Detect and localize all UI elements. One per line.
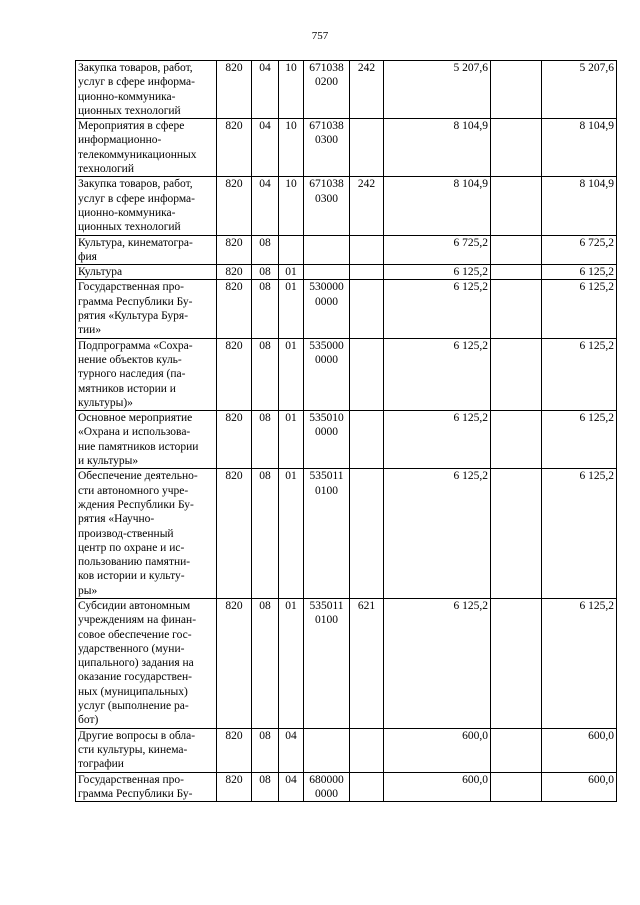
section-code: 08 (252, 235, 279, 265)
table-row (76, 280, 617, 338)
total-amount: 6 125,2 (542, 338, 617, 410)
amount: 6 125,2 (384, 280, 491, 338)
section-code: 08 (252, 280, 279, 338)
total-amount: 6 125,2 (542, 280, 617, 338)
subsection-code: 01 (279, 411, 304, 469)
ministry-code: 820 (217, 598, 252, 728)
target-article-code: 671038 0200 (304, 61, 350, 119)
expense-type-code (350, 235, 384, 265)
section-code: 08 (252, 598, 279, 728)
target-article-code: 680000 0000 (304, 772, 350, 802)
amount: 5 207,6 (384, 61, 491, 119)
blank-cell (491, 728, 542, 772)
blank-cell (491, 119, 542, 177)
target-article-code: 535010 0000 (304, 411, 350, 469)
section-code: 08 (252, 411, 279, 469)
subsection-code: 01 (279, 265, 304, 280)
ministry-code: 820 (217, 119, 252, 177)
target-article-code: 530000 0000 (304, 280, 350, 338)
row-name: Культура (76, 265, 217, 280)
expense-type-code (350, 119, 384, 177)
row-name: Подпрограмма «Сохра- нение объектов куль- турного наследия (па- мятников истории и культуры)» (76, 338, 217, 410)
expense-type-code: 621 (350, 598, 384, 728)
target-article-code: 535011 0100 (304, 598, 350, 728)
subsection-code: 10 (279, 177, 304, 235)
table-row (76, 598, 617, 728)
blank-cell (491, 177, 542, 235)
total-amount: 6 125,2 (542, 598, 617, 728)
total-amount: 6 725,2 (542, 235, 617, 265)
subsection-code: 04 (279, 772, 304, 802)
row-name: Субсидии автономным учреждениям на финан- совое обеспечение гос- ударственного (муни- ципального) задания на оказание государствен- ных (муниципальных) услуг (выполнение ра- бот) (76, 598, 217, 728)
amount: 600,0 (384, 772, 491, 802)
expense-type-code (350, 411, 384, 469)
section-code: 08 (252, 265, 279, 280)
row-name: Государственная про- грамма Республики Бу- (76, 772, 217, 802)
section-code: 04 (252, 119, 279, 177)
total-amount: 6 125,2 (542, 469, 617, 599)
row-name: Другие вопросы в обла- сти культуры, кинема- тографии (76, 728, 217, 772)
blank-cell (491, 772, 542, 802)
subsection-code: 01 (279, 338, 304, 410)
ministry-code: 820 (217, 280, 252, 338)
expense-type-code: 242 (350, 61, 384, 119)
total-amount: 6 125,2 (542, 411, 617, 469)
subsection-code: 10 (279, 119, 304, 177)
blank-cell (491, 235, 542, 265)
row-name: Культура, кинематогра- фия (76, 235, 217, 265)
table-row (76, 728, 617, 772)
total-amount: 8 104,9 (542, 177, 617, 235)
table-row (76, 177, 617, 235)
expense-type-code (350, 265, 384, 280)
table-row (76, 338, 617, 410)
total-amount: 600,0 (542, 772, 617, 802)
target-article-code (304, 728, 350, 772)
budget-table-body (76, 61, 617, 802)
row-name: Закупка товаров, работ, услуг в сфере информа- ционно-коммуника- ционных технологий (76, 61, 217, 119)
blank-cell (491, 411, 542, 469)
section-code: 04 (252, 61, 279, 119)
table-row (76, 61, 617, 119)
section-code: 08 (252, 728, 279, 772)
blank-cell (491, 469, 542, 599)
expense-type-code (350, 469, 384, 599)
table-row (76, 469, 617, 599)
row-name: Государственная про- грамма Республики Бу- рятия «Культура Буря- тии» (76, 280, 217, 338)
blank-cell (491, 598, 542, 728)
ministry-code: 820 (217, 772, 252, 802)
subsection-code: 01 (279, 598, 304, 728)
target-article-code: 535011 0100 (304, 469, 350, 599)
ministry-code: 820 (217, 411, 252, 469)
blank-cell (491, 280, 542, 338)
row-name: Основное мероприятие «Охрана и использова- ние памятников истории и культуры» (76, 411, 217, 469)
blank-cell (491, 338, 542, 410)
ministry-code: 820 (217, 469, 252, 599)
table-row (76, 411, 617, 469)
expense-type-code (350, 338, 384, 410)
row-name: Мероприятия в сфере информационно- телекоммуникационных технологий (76, 119, 217, 177)
amount: 6 125,2 (384, 411, 491, 469)
target-article-code (304, 235, 350, 265)
total-amount: 5 207,6 (542, 61, 617, 119)
amount: 6 125,2 (384, 265, 491, 280)
table-row (76, 235, 617, 265)
ministry-code: 820 (217, 338, 252, 410)
table-row (76, 772, 617, 802)
subsection-code: 10 (279, 61, 304, 119)
expense-type-code (350, 772, 384, 802)
row-name: Обеспечение деятельно- сти автономного учре- ждения Республики Бу- рятия «Научно- производ-ственный центр по охране и ис- пользованию памятни- ков истории и культу- ры» (76, 469, 217, 599)
ministry-code: 820 (217, 728, 252, 772)
table-row (76, 265, 617, 280)
total-amount: 8 104,9 (542, 119, 617, 177)
subsection-code: 01 (279, 280, 304, 338)
budget-table (75, 60, 617, 802)
expense-type-code (350, 728, 384, 772)
section-code: 04 (252, 177, 279, 235)
target-article-code: 671038 0300 (304, 177, 350, 235)
total-amount: 600,0 (542, 728, 617, 772)
section-code: 08 (252, 772, 279, 802)
subsection-code: 04 (279, 728, 304, 772)
page-number: 757 (311, 30, 329, 42)
amount: 600,0 (384, 728, 491, 772)
amount: 6 125,2 (384, 598, 491, 728)
amount: 6 125,2 (384, 338, 491, 410)
expense-type-code (350, 280, 384, 338)
amount: 6 725,2 (384, 235, 491, 265)
subsection-code (279, 235, 304, 265)
ministry-code: 820 (217, 61, 252, 119)
amount: 8 104,9 (384, 177, 491, 235)
target-article-code: 535000 0000 (304, 338, 350, 410)
section-code: 08 (252, 338, 279, 410)
amount: 6 125,2 (384, 469, 491, 599)
ministry-code: 820 (217, 235, 252, 265)
ministry-code: 820 (217, 265, 252, 280)
target-article-code: 671038 0300 (304, 119, 350, 177)
target-article-code (304, 265, 350, 280)
amount: 8 104,9 (384, 119, 491, 177)
row-name: Закупка товаров, работ, услуг в сфере информа- ционно-коммуника- ционных технологий (76, 177, 217, 235)
subsection-code: 01 (279, 469, 304, 599)
ministry-code: 820 (217, 177, 252, 235)
section-code: 08 (252, 469, 279, 599)
blank-cell (491, 265, 542, 280)
table-row (76, 119, 617, 177)
expense-type-code: 242 (350, 177, 384, 235)
blank-cell (491, 61, 542, 119)
total-amount: 6 125,2 (542, 265, 617, 280)
